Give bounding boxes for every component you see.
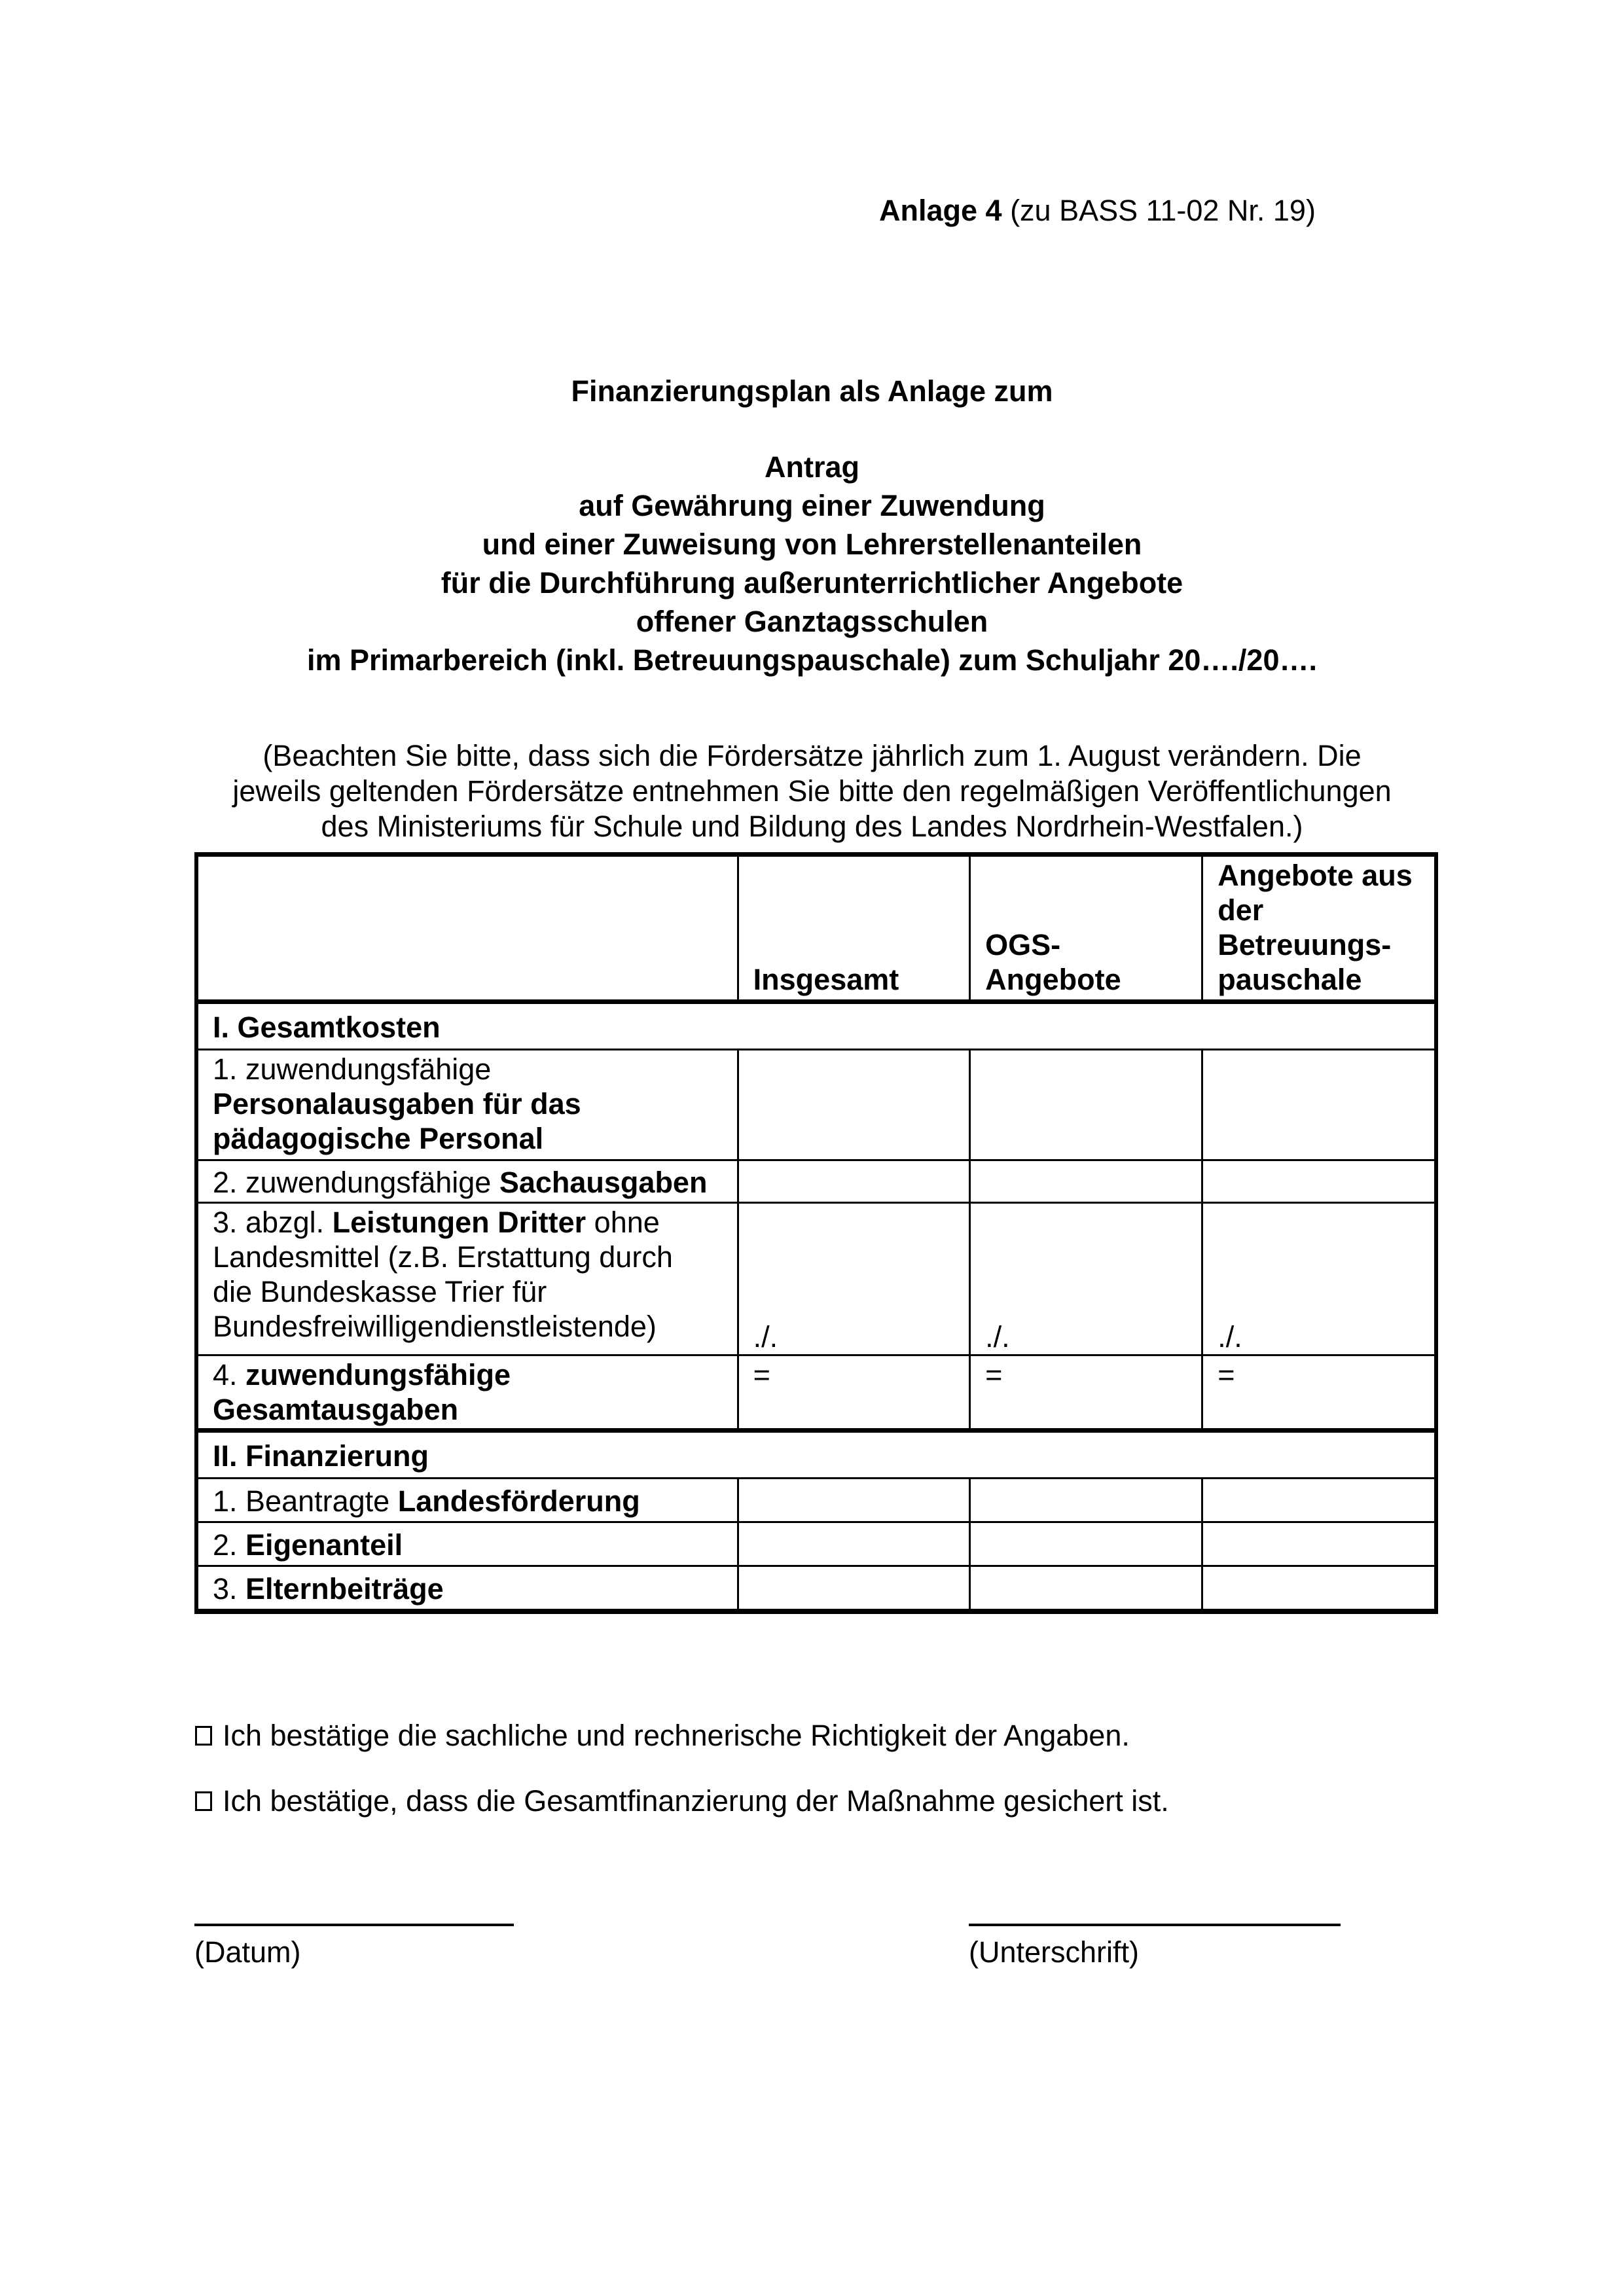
value-cell-betreuungspauschale[interactable]: ./.: [1202, 1203, 1436, 1355]
value-cell-ogs[interactable]: [970, 1160, 1202, 1203]
row-label-prefix: 3.: [213, 1571, 246, 1605]
header-label: Insgesamt: [753, 963, 899, 996]
table-row: [196, 1355, 1436, 1431]
table-row: [196, 1203, 1436, 1355]
row-label: [196, 1522, 738, 1566]
document-title: Finanzierungsplan als Anlage zum: [571, 374, 1053, 408]
row-label-continuation: Bundesfreiwilligendienstleistende): [213, 1310, 657, 1343]
row-label: [196, 1566, 738, 1612]
table-row: [196, 1522, 1436, 1566]
value-cell-ogs[interactable]: [970, 1566, 1202, 1612]
value-cell-ogs[interactable]: [970, 1050, 1202, 1160]
section-row-gesamtkosten: [196, 1002, 1436, 1050]
application-title-line: für die Durchführung außerunterrichtlicher Angebote: [441, 566, 1183, 600]
value-cell-betreuungspauschale[interactable]: [1202, 1566, 1436, 1612]
row-label-bold: Eigenanteil: [245, 1528, 403, 1562]
header-label: der: [1218, 893, 1264, 927]
value-cell-insgesamt[interactable]: =: [738, 1355, 969, 1431]
signature-label: (Unterschrift): [969, 1935, 1140, 1969]
checkbox-correctness[interactable]: [195, 1726, 212, 1746]
date-label: (Datum): [194, 1935, 301, 1969]
notice-line: jeweils geltenden Fördersätze entnehmen Sie bitte den regelmäßigen Veröffentlichungen: [232, 774, 1392, 808]
section-label: I. Gesamtkosten: [196, 1002, 1436, 1050]
checkbox-financing[interactable]: [195, 1791, 212, 1811]
header-label: OGS-: [985, 928, 1061, 961]
financing-plan-table: [194, 852, 1438, 1614]
row-label: [196, 1050, 738, 1160]
header-label: Angebote: [985, 963, 1121, 996]
row-label-prefix: 1. Beantragte: [213, 1484, 398, 1518]
row-label-prefix: 2. zuwendungsfähige: [213, 1165, 499, 1199]
row-label-continuation: Landesmittel (z.B. Erstattung durch: [213, 1240, 673, 1274]
application-title-line: auf Gewährung einer Zuwendung: [579, 489, 1045, 522]
row-label-bold: pädagogische Personal: [213, 1122, 544, 1155]
confirmation-financing: [195, 1784, 1169, 1818]
value-cell-ogs[interactable]: ./.: [970, 1203, 1202, 1355]
row-label-bold: Sachausgaben: [499, 1165, 708, 1199]
confirmation-text: Ich bestätige die sachliche und rechnerische Richtigkeit der Angaben.: [223, 1719, 1130, 1752]
row-label-suffix: ohne: [586, 1206, 660, 1239]
annex-reference: [879, 194, 1316, 228]
notice-line: (Beachten Sie bitte, dass sich die Fördersätze jährlich zum 1. August verändern. Die: [262, 739, 1362, 772]
signature-line[interactable]: [969, 1924, 1341, 1926]
row-label: [196, 1203, 738, 1355]
header-cell-betreuungspauschale: [1202, 855, 1436, 1002]
application-title-block: [0, 448, 1624, 679]
date-line[interactable]: [194, 1924, 514, 1926]
confirmation-correctness: [195, 1719, 1130, 1753]
table-row: [196, 1566, 1436, 1612]
application-title-line: Antrag: [765, 450, 859, 484]
value-cell-ogs[interactable]: [970, 1522, 1202, 1566]
header-label: pauschale: [1218, 963, 1362, 996]
section-row-finanzierung: [196, 1431, 1436, 1479]
row-label: [196, 1355, 738, 1431]
row-label-prefix: 3. abzgl.: [213, 1206, 333, 1239]
row-label-continuation: die Bundeskasse Trier für: [213, 1275, 547, 1308]
value-cell-insgesamt[interactable]: [738, 1566, 969, 1612]
funding-rate-notice: [0, 738, 1624, 844]
value-cell-insgesamt[interactable]: [738, 1050, 969, 1160]
application-title-line: im Primarbereich (inkl. Betreuungspauschale) zum Schuljahr 20…./20….: [307, 643, 1317, 677]
value-cell-insgesamt[interactable]: ./.: [738, 1203, 969, 1355]
row-label-prefix: 4.: [213, 1358, 246, 1391]
value-cell-betreuungspauschale[interactable]: [1202, 1050, 1436, 1160]
annex-label: Anlage 4: [879, 194, 1002, 227]
application-title-line: und einer Zuweisung von Lehrerstellenanteilen: [482, 528, 1142, 561]
row-label: [196, 1160, 738, 1203]
value-cell-betreuungspauschale[interactable]: [1202, 1479, 1436, 1522]
header-cell-empty: [196, 855, 738, 1002]
header-label: Betreuungs-: [1218, 928, 1392, 961]
value-cell-betreuungspauschale[interactable]: =: [1202, 1355, 1436, 1431]
value-cell-insgesamt[interactable]: [738, 1522, 969, 1566]
header-label: Angebote aus: [1218, 859, 1413, 892]
value-cell-betreuungspauschale[interactable]: [1202, 1522, 1436, 1566]
value-cell-betreuungspauschale[interactable]: [1202, 1160, 1436, 1203]
row-label-prefix: 2.: [213, 1528, 246, 1562]
confirmation-text: Ich bestätige, dass die Gesamtfinanzierung der Maßnahme gesichert ist.: [223, 1784, 1169, 1818]
value-cell-ogs[interactable]: =: [970, 1355, 1202, 1431]
table-row: [196, 1050, 1436, 1160]
table-row: [196, 1160, 1436, 1203]
value-cell-insgesamt[interactable]: [738, 1160, 969, 1203]
value-cell-ogs[interactable]: [970, 1479, 1202, 1522]
row-label-bold: Elternbeiträge: [245, 1571, 444, 1605]
header-cell-insgesamt: [738, 855, 969, 1002]
header-cell-ogs: [970, 855, 1202, 1002]
row-label-prefix: 1. zuwendungsfähige: [213, 1052, 492, 1086]
notice-line: des Ministeriums für Schule und Bildung des Landes Nordrhein-Westfalen.): [321, 810, 1303, 843]
value-cell-insgesamt[interactable]: [738, 1479, 969, 1522]
row-label-bold: Landesförderung: [397, 1484, 640, 1518]
row-label-bold: Leistungen Dritter: [332, 1206, 586, 1239]
table-row: [196, 1479, 1436, 1522]
section-label: II. Finanzierung: [196, 1431, 1436, 1479]
row-label-bold: Gesamtausgaben: [213, 1393, 459, 1426]
row-label-bold: Personalausgaben für das: [213, 1087, 581, 1121]
table-header-row: [196, 855, 1436, 1002]
application-title-line: offener Ganztagsschulen: [636, 605, 988, 638]
row-label: [196, 1479, 738, 1522]
row-label-bold: zuwendungsfähige: [245, 1358, 511, 1391]
annex-reference-text: (zu BASS 11-02 Nr. 19): [1001, 194, 1316, 227]
